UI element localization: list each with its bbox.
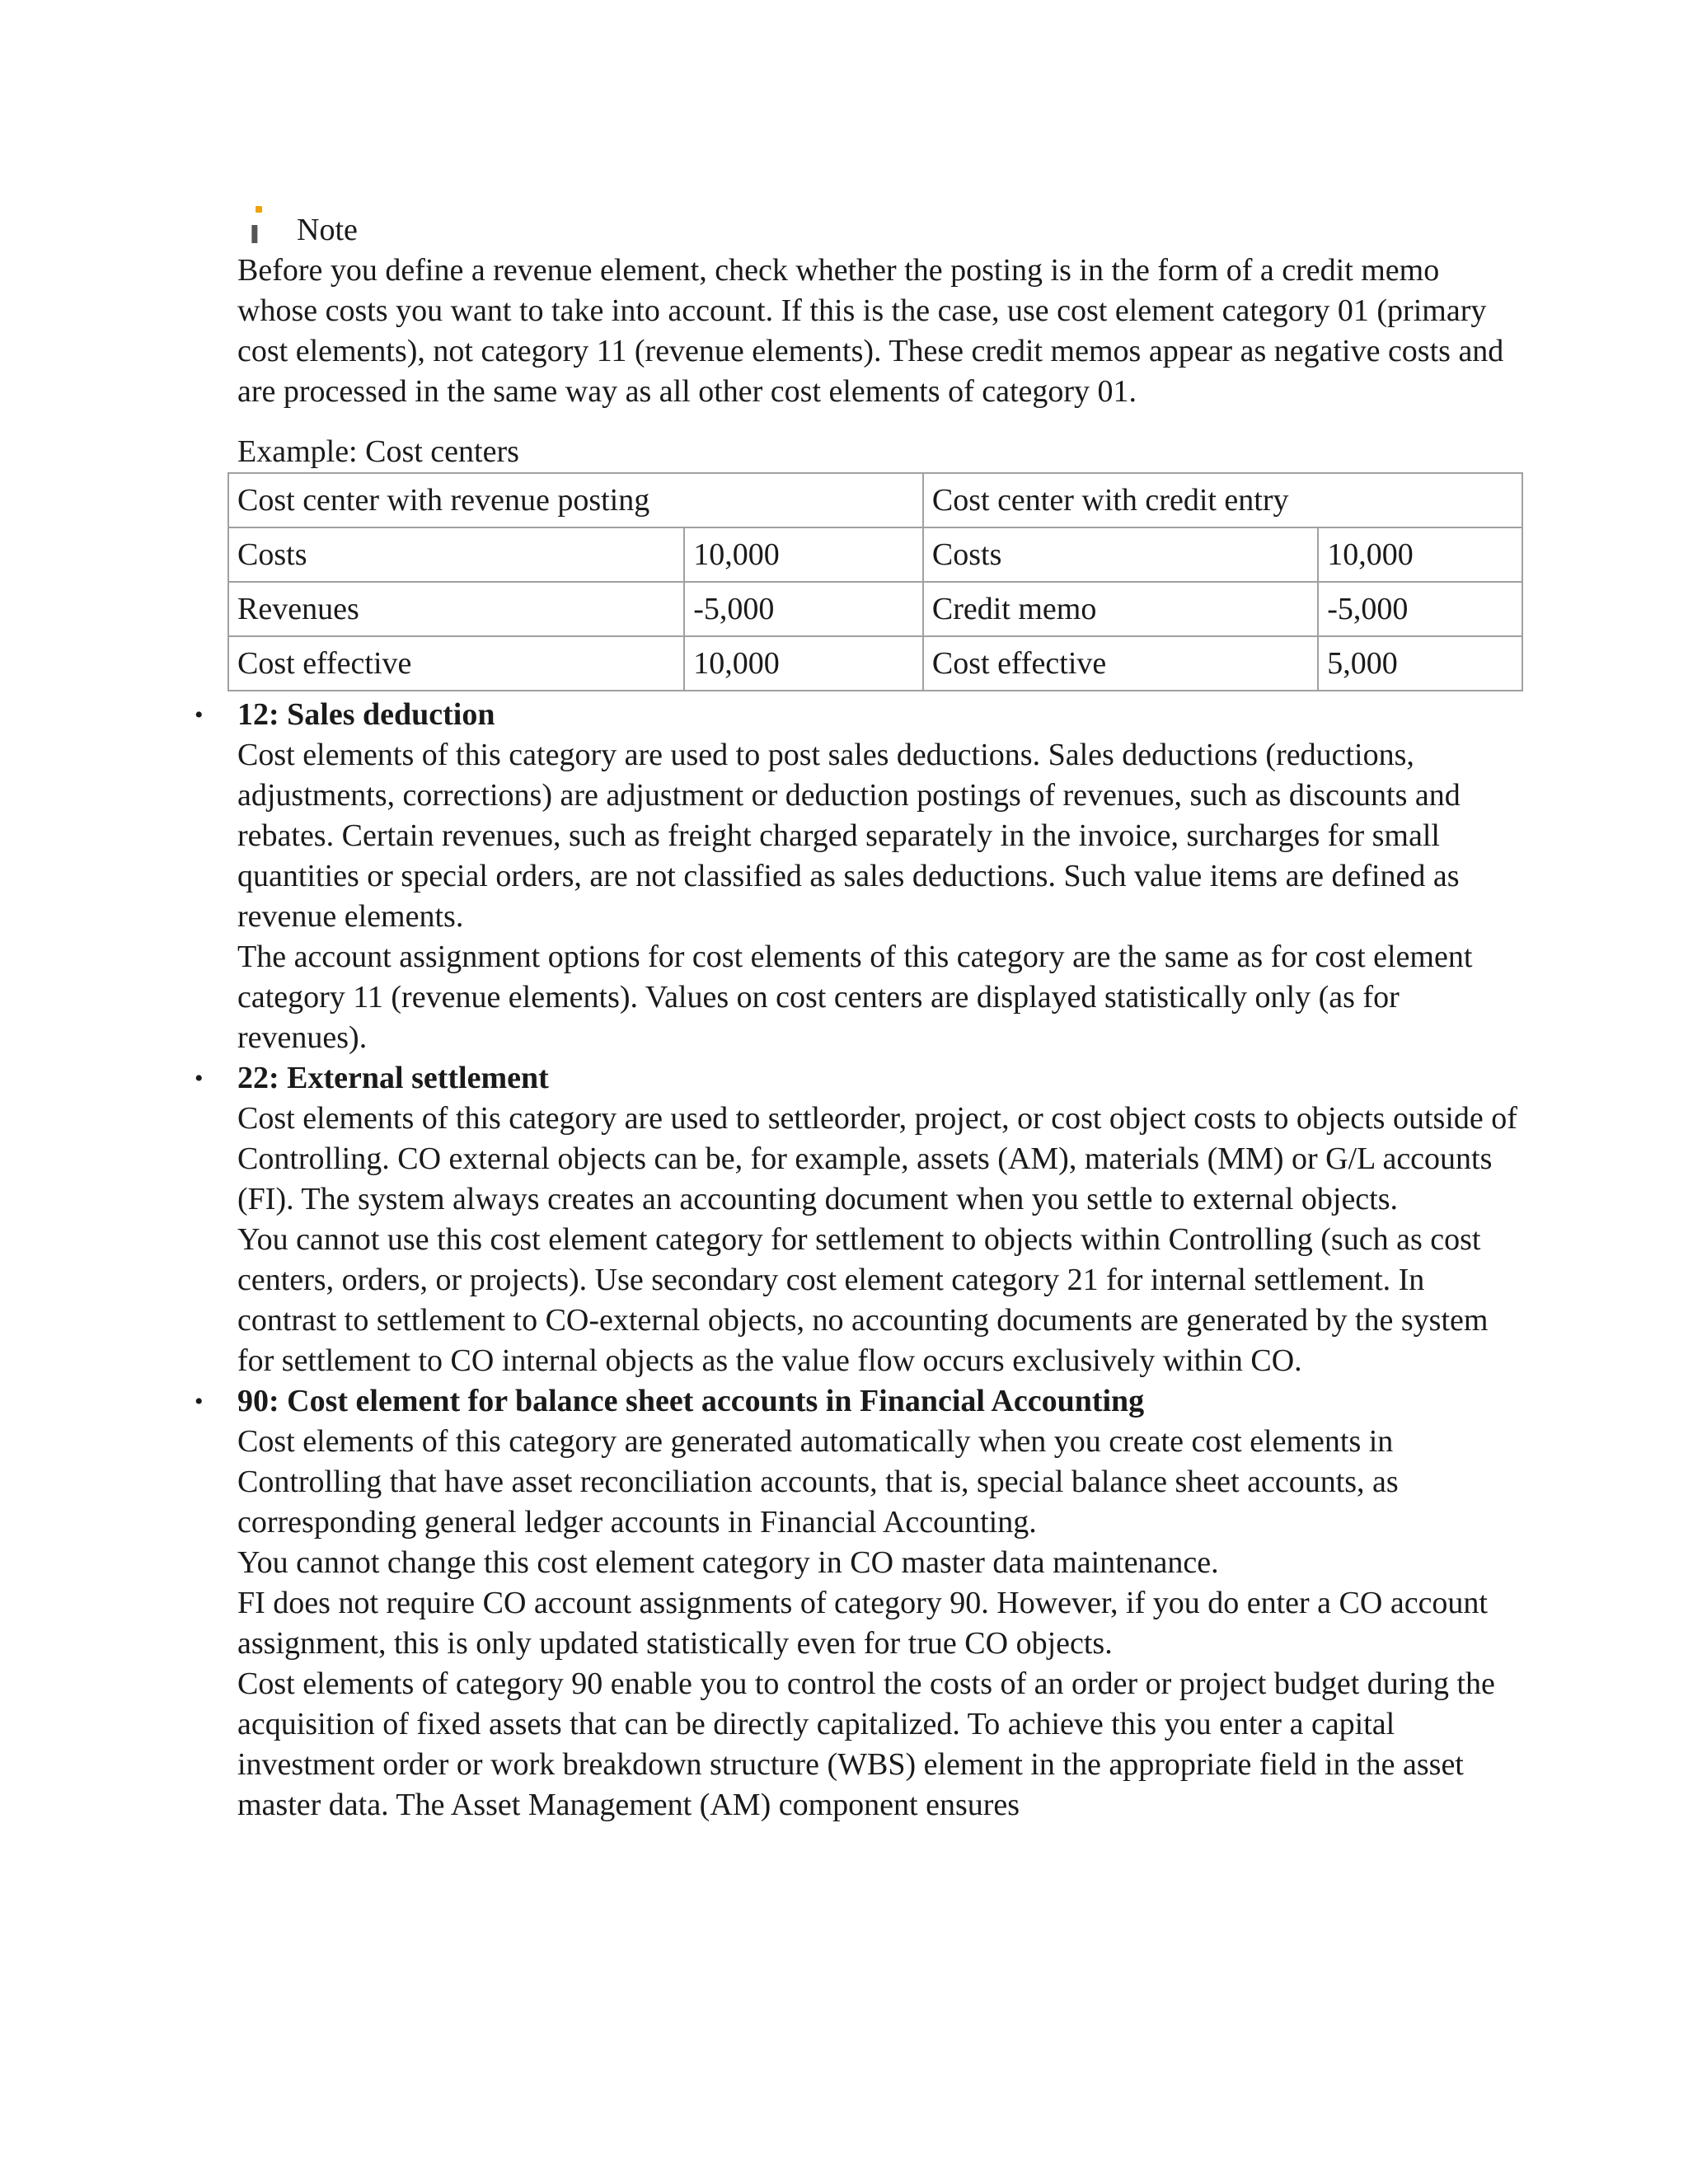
category-title: 22: External settlement: [237, 1061, 549, 1095]
page-content: [195, 199, 1523, 1825]
category-paragraph: Cost elements of this category are generated automatically when you create cost elements in Controlling that have asset reconciliation accounts, that is, special balance sheet accounts, as corresponding general ledger accounts in Financial Accounting.: [237, 1424, 1399, 1540]
category-paragraph: You cannot use this cost element category for settlement to objects within Controlling (such as cost centers, orders, or projects). Use secondary cost element category 21 for internal settlement. In contrast to settlement to CO-external objects, no accounting documents are generated by the system for settlement to CO internal objects as the value flow occurs exclusively within CO.: [237, 1222, 1489, 1378]
table-cell: Cost effective: [923, 636, 1318, 691]
category-title: 90: Cost element for balance sheet accounts in Financial Accounting: [237, 1384, 1145, 1418]
category-title: 12: Sales deduction: [237, 697, 495, 732]
note-label: Note: [297, 213, 358, 247]
table-cell: Costs: [923, 527, 1318, 582]
example-label: Example: Cost centers: [237, 434, 519, 469]
table-cell: 10,000: [684, 527, 923, 582]
category-paragraph: Cost elements of this category are used to post sales deductions. Sales deductions (reductions, adjustments, corrections) are adjustment or deduction postings of revenues, such as discounts and rebates. Certain revenues, such as freight charged separately in the invoice, surcharges for small quantities or special orders, are not classified as sales deductions. Such value items are defined as revenue elements.: [237, 738, 1461, 934]
table-header-row: [228, 473, 1522, 527]
list-item-category-22: [195, 1058, 1523, 1381]
category-paragraph: Cost elements of this category are used to settleorder, project, or cost object costs to objects outside of Controlling. CO external objects can be, for example, assets (AM), materials (MM) or G/L accounts (FI). The system always creates an accounting document when you settle to external objects.: [237, 1101, 1517, 1216]
info-icon-stem: ı: [249, 213, 260, 251]
bullet-icon: •: [195, 1065, 204, 1092]
list-item-category-12: [195, 695, 1523, 1058]
table-cell: Revenues: [228, 582, 684, 636]
table-cell: 10,000: [684, 636, 923, 691]
category-paragraph: The account assignment options for cost elements of this category are the same as for cost element category 11 (revenue elements). Values on cost centers are displayed statistically only (as for revenues).: [237, 940, 1473, 1055]
table-header-credit-entry: Cost center with credit entry: [923, 473, 1522, 527]
table-cell: Credit memo: [923, 582, 1318, 636]
cost-centers-table: [227, 472, 1523, 691]
category-paragraph: Cost elements of category 90 enable you to control the costs of an order or project budget during the acquisition of fixed assets that can be directly capitalized. To achieve this you enter a capital investment order or work breakdown structure (WBS) element in the appropriate field in the asset master data. The Asset Management (AM) component ensures: [237, 1666, 1495, 1822]
table-header-revenue-posting: Cost center with revenue posting: [228, 473, 923, 527]
table-cell: -5,000: [684, 582, 923, 636]
list-item-category-90: [195, 1381, 1523, 1825]
info-icon: [249, 199, 279, 251]
info-icon-dot: [256, 206, 262, 213]
category-paragraph: FI does not require CO account assignments of category 90. However, if you do enter a CO account assignment, this is only updated statistically even for true CO objects.: [237, 1586, 1488, 1661]
table-row: [228, 582, 1522, 636]
note-text: Before you define a revenue element, check whether the posting is in the form of a credit memo whose costs you want to take into account. If this is the case, use cost element category 01 (primary cost elements), not category 11 (revenue elements). These credit memos appear as negative costs and are processed in the same way as all other cost elements of category 01.: [237, 253, 1504, 409]
table-cell: 10,000: [1318, 527, 1522, 582]
bullet-icon: •: [195, 701, 204, 729]
bullet-icon: •: [195, 1388, 204, 1415]
table-cell: 5,000: [1318, 636, 1522, 691]
category-paragraph: You cannot change this cost element category in CO master data maintenance.: [237, 1545, 1219, 1580]
table-row: [228, 636, 1522, 691]
table-cell: Costs: [228, 527, 684, 582]
note-header: [237, 199, 1523, 251]
category-list: [195, 695, 1523, 1825]
table-cell: -5,000: [1318, 582, 1522, 636]
table-row: [228, 527, 1522, 582]
table-cell: Cost effective: [228, 636, 684, 691]
